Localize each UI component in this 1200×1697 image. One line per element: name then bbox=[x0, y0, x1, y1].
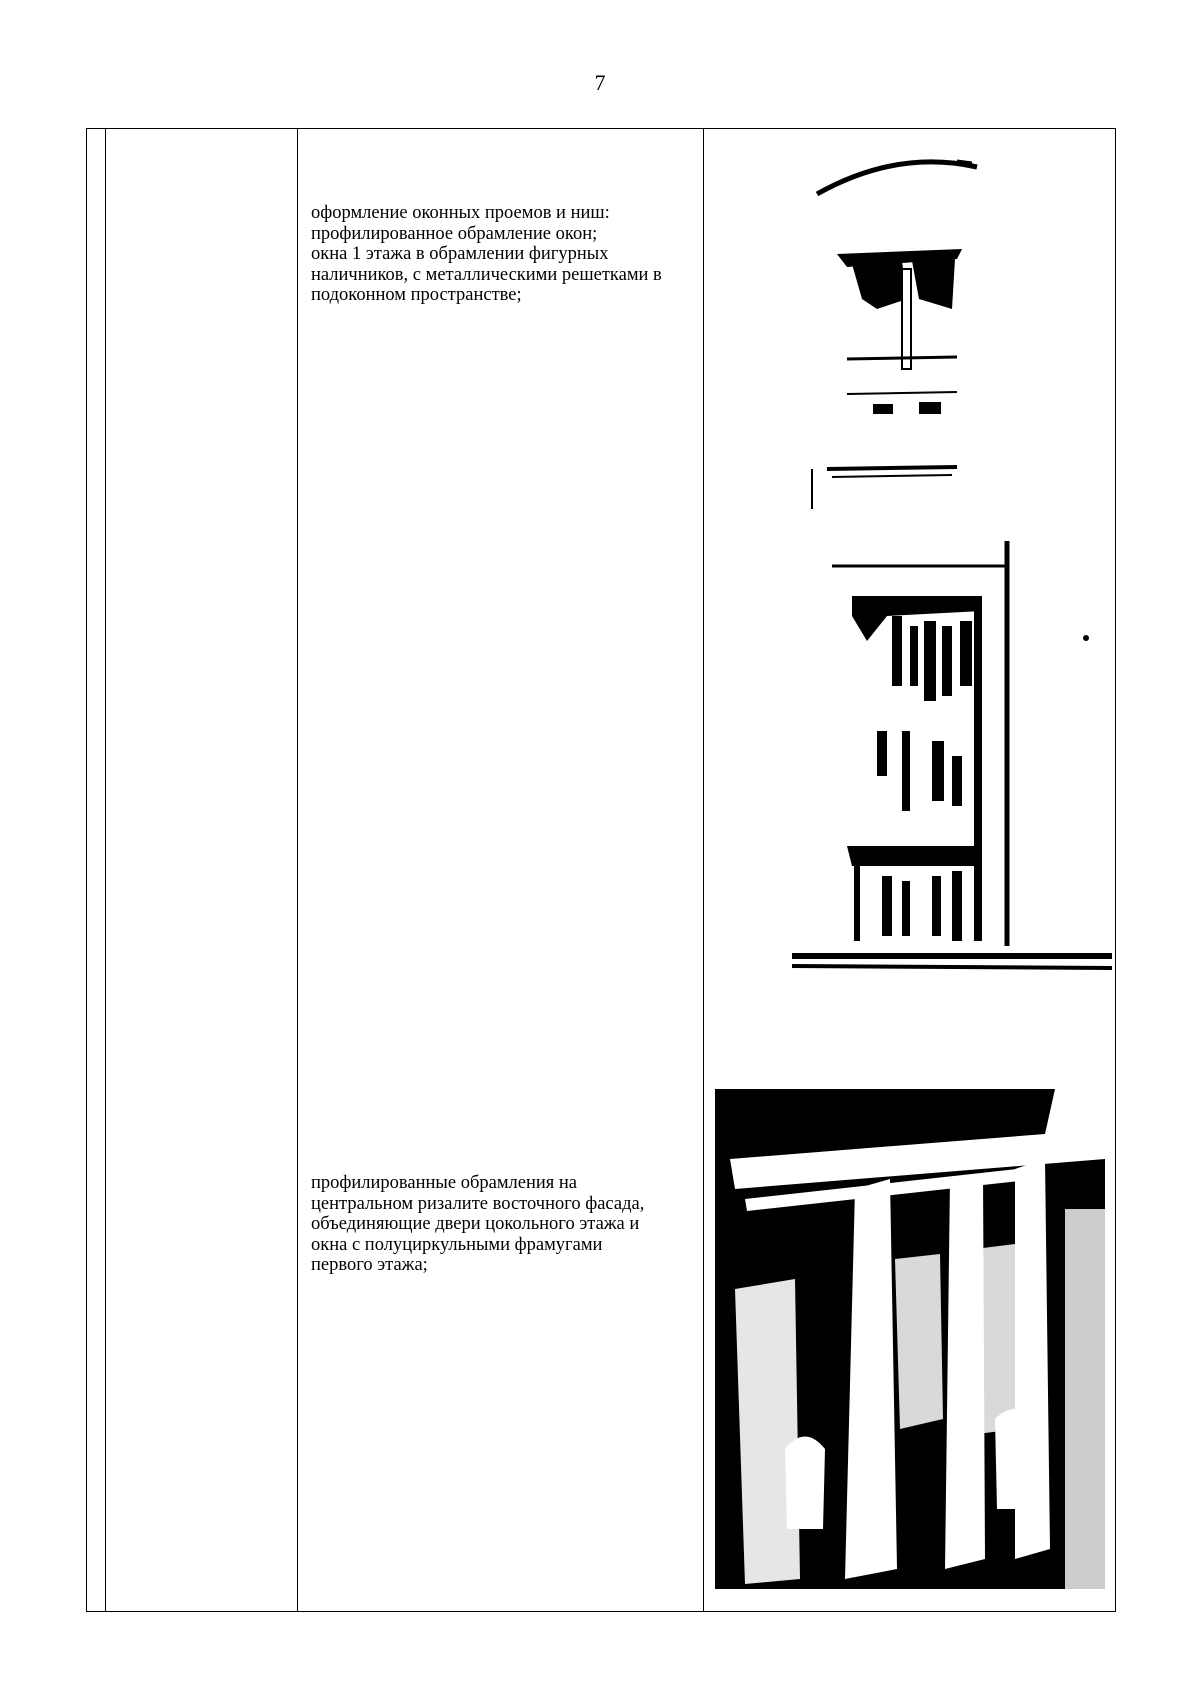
text-line: центральном ризалите восточного фасада, bbox=[311, 1193, 645, 1214]
page-number: 7 bbox=[594, 70, 606, 95]
lower-window-photo bbox=[792, 541, 1122, 1111]
description-paragraph-windows bbox=[311, 203, 691, 306]
column-divider bbox=[105, 129, 106, 1611]
text-line: окна 1 этажа в обрамлении фигурных bbox=[311, 244, 609, 264]
text-line: подоконном пространстве; bbox=[311, 285, 522, 305]
risalit-facade-photo bbox=[715, 1089, 1105, 1589]
upper-window-photo bbox=[807, 149, 1067, 569]
heritage-table bbox=[86, 128, 1116, 1612]
text-line: объединяющие двери цокольного этажа и bbox=[311, 1214, 640, 1234]
text-line: профилированные обрамления на bbox=[311, 1173, 578, 1193]
text-line: оформление оконных проемов и ниш: bbox=[311, 203, 610, 223]
text-line: первого этажа; bbox=[311, 1255, 428, 1275]
text-line: окна с полуциркульными фрамугами bbox=[311, 1234, 603, 1255]
description-paragraph-risalit bbox=[311, 1173, 691, 1276]
column-divider bbox=[703, 129, 704, 1611]
column-divider bbox=[297, 129, 298, 1611]
text-line: профилированное обрамление окон; bbox=[311, 223, 598, 244]
text-line: наличников, с металлическими решетками в bbox=[311, 264, 662, 285]
